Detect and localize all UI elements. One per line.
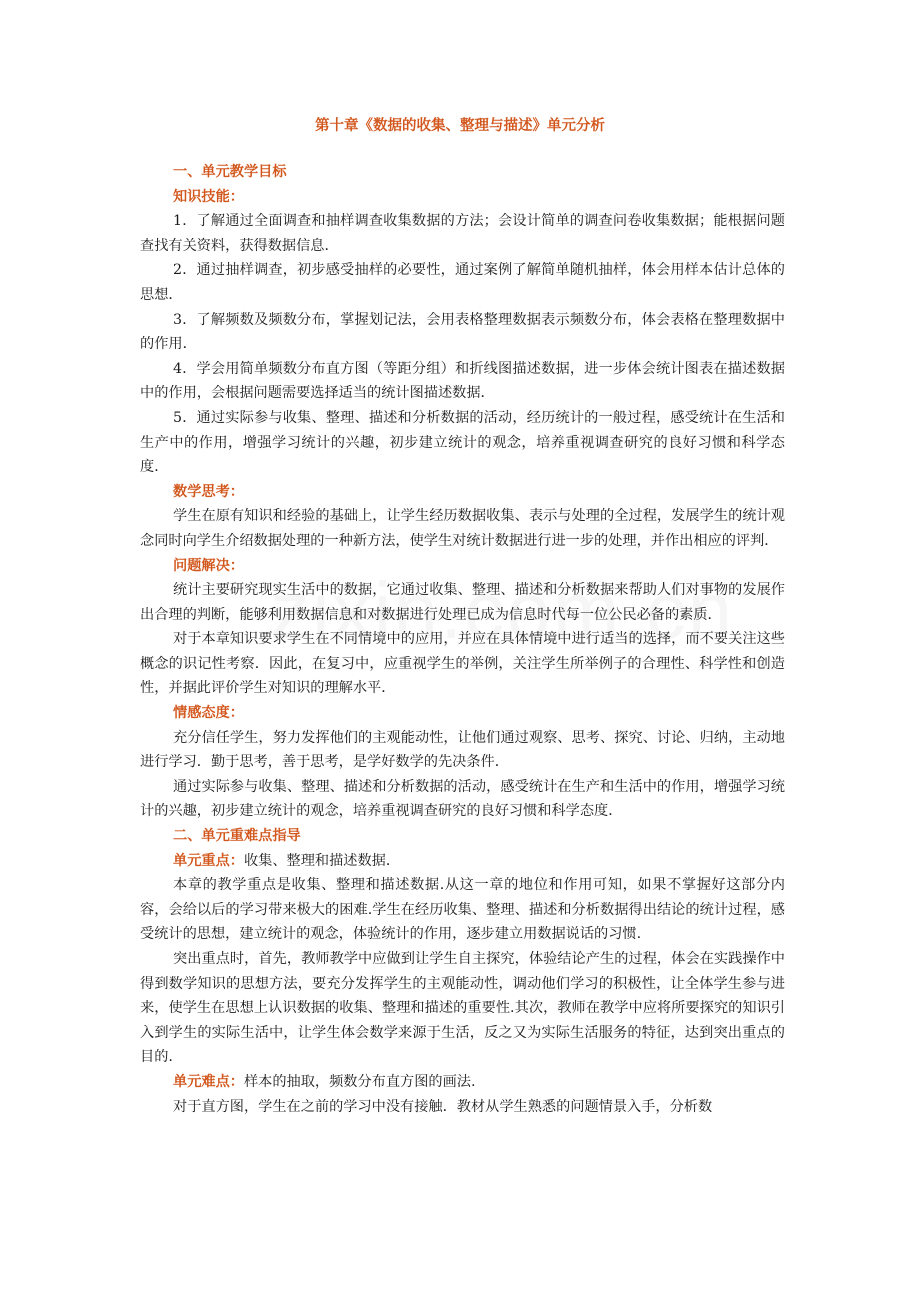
key-point-line: [140, 849, 785, 874]
key-point-paragraph: 本章的教学重点是收集、整理和描述数据.从这一章的地位和作用可知，如果不掌握好这部分内容，会给以后的学习带来极大的困难.学生在经历收集、整理、描述和分析数据得出结论的统计过程，感受统计的思想，建立统计的观念，体验统计的作用，逐步建立用数据说话的习惯.: [140, 877, 785, 943]
key-point-paragraph: 突出重点时，首先，教师教学中应做到让学生自主探究，体验结论产生的过程，体会在实践操作中得到数学知识的思想方法，要充分发挥学生的主观能动性，调动他们学习的积极性，让全体学生参与进来，使学生在思想上认识数据的收集、整理和描述的重要性.其次，教师在教学中应将所要探究的知识引入到学生的实际生活中，让学生体会数学来源于生活，反之又为实际生活服务的特征，达到突出重点的目的.: [140, 951, 785, 1066]
subheading-math-thinking: 数学思考：: [173, 483, 244, 500]
difficult-point-paragraph: 对于直方图，学生在之前的学习中没有接触．教材从学生熟悉的问题情景入手，分析数: [173, 1098, 713, 1115]
key-point-summary: 收集、整理和描述数据．: [243, 852, 401, 869]
difficult-point-summary: 样本的抽取，频数分布直方图的画法.: [243, 1073, 476, 1090]
knowledge-item: 5．通过实际参与收集、整理、描述和分析数据的活动，经历统计的一般过程，感受统计在生活和生产中的作用，增强学习统计的兴趣，初步建立统计的观念，培养重视调查研究的良好习惯和科学态度．: [140, 409, 785, 476]
knowledge-item: 4．学会用简单频数分布直方图（等距分组）和折线图描述数据，进一步体会统计图表在描述数据中的作用，会根据问题需要选择适当的统计图描述数据．: [140, 360, 785, 402]
knowledge-item: 3．了解频数及频数分布，掌握划记法，会用表格整理数据表示频数分布，体会表格在整理数据中的作用．: [140, 311, 785, 353]
knowledge-item: 1．了解通过全面调查和抽样调查收集数据的方法；会设计简单的调查问卷收集数据；能根据问题查找有关资料，获得数据信息．: [140, 213, 785, 254]
emotion-paragraph: 充分信任学生，努力发挥他们的主观能动性，让他们通过观察、思考、探究、讨论、归纳，主动地进行学习．勤于思考，善于思考，是学好数学的先决条件．: [140, 729, 785, 771]
math-thinking-paragraph: 学生在原有知识和经验的基础上，让学生经历数据收集、表示与处理的全过程，发展学生的统计观念同时向学生介绍数据处理的一种新方法，使学生对统计数据进行进一步的处理，并作出相应的评判．: [140, 508, 785, 549]
key-point-label: 单元重点：: [173, 852, 244, 869]
difficult-point-label: 单元难点：: [173, 1073, 244, 1090]
subheading-problem-solving: 问题解决：: [173, 557, 244, 574]
emotion-paragraph: 通过实际参与收集、整理、描述和分析数据的活动，感受统计在生产和生活中的作用，增强学习统计的兴趣，初步建立统计的观念，培养重视调查研究的良好习惯和科学态度．: [140, 778, 785, 820]
section-heading-keypoints: 二、单元重难点指导: [173, 828, 301, 845]
document-title: 第十章《数据的收集、整理与描述》单元分析: [315, 118, 605, 134]
subheading-emotion: 情感态度：: [173, 705, 244, 722]
difficult-point-line: [140, 1070, 785, 1095]
knowledge-item: 2．通过抽样调查，初步感受抽样的必要性，通过案例了解简单随机抽样，体会用样本估计总体的思想．: [140, 262, 785, 303]
section-heading-objectives: 一、单元教学目标: [173, 164, 287, 180]
subheading-knowledge: 知识技能：: [173, 188, 244, 205]
document-body: [140, 160, 785, 1119]
problem-solving-paragraph: 对于本章知识要求学生在不同情境中的应用，并应在具体情境中进行适当的选择，而不要关注这些概念的识记性考察．因此，在复习中，应重视学生的举例，关注学生所举例子的合理性、科学性和创造性，并据此评价学生对知识的理解水平．: [140, 631, 785, 697]
problem-solving-paragraph: 统计主要研究现实生活中的数据，它通过收集、整理、描述和分析数据来帮助人们对事物的发展作出合理的判断，能够利用数据信息和对数据进行处理已成为信息时代每一位公民必备的素质．: [140, 582, 785, 623]
